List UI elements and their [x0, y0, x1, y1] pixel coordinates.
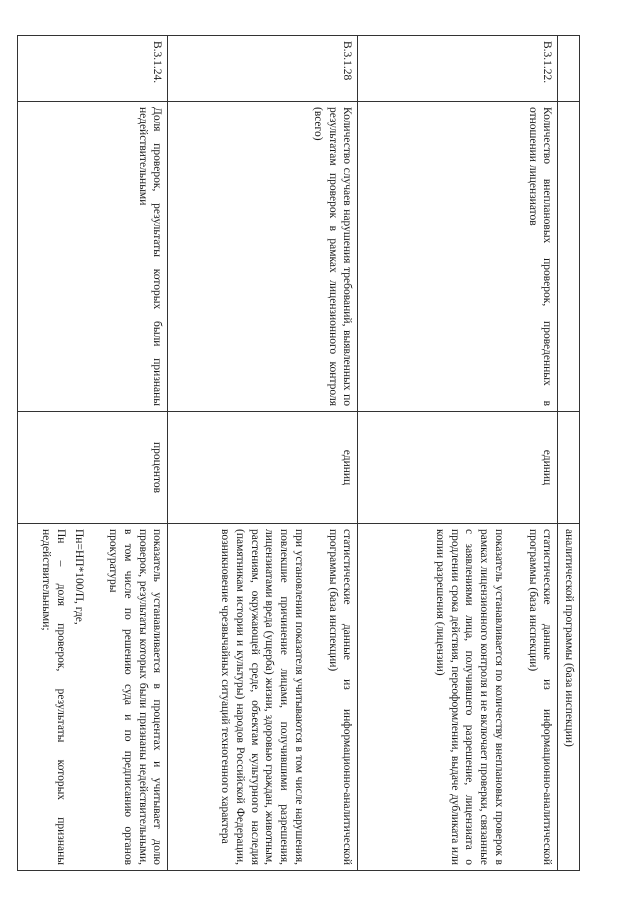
table-row	[168, 36, 358, 871]
table-row	[18, 36, 168, 871]
method-text: показатель устанавливается в процентах и учитывает долю проверок, результаты которых были признаны недействительными, в том числе по решению суда и по предписанию органов прокуратуры	[107, 529, 164, 865]
rotated-page-content	[20, 35, 580, 870]
empty-cell	[558, 102, 580, 412]
method-text: при установлении показателя учитываются в том числе нарушения, повлекшие причинение лицами, получившими разрешения, лицензиатами вреда (ущерба) жизни, здоровью граждан, животным, растениям, окружающей среде, объектам культурного наследия (памятникам истории и культуры) народов Российской Федерации, возникновение чрезвычайных ситуаций техногенного характера	[219, 529, 305, 865]
row-code: В.3.1.24.	[18, 36, 168, 102]
formula-text: Пн=НП*100/П, где,	[73, 529, 86, 625]
row-code: В.3.1.22.	[358, 36, 558, 102]
row-units: единиц	[168, 412, 358, 524]
row-indicator: Количество внеплановых проверок, проведенных в отношении лицензиатов	[358, 102, 558, 412]
empty-cell	[558, 36, 580, 102]
row-units: единиц	[358, 412, 558, 524]
method-text: показатель устанавливается по количеству внеплановых проверок в рамках лицензионного контроля и не включает проверки, связанные с заявлениями лица, получившего разрешение, лицензиата о продлении срока действия, переоформлении, выдаче дубликата или копии разрешения (лицензии)	[433, 529, 505, 865]
data-source-text: статистические данные из информационно-аналитической программы (база инспекции)	[526, 529, 554, 865]
table-row-continuation	[558, 36, 580, 871]
row-indicator: Количество случаев нарушения требований, выявленных по результатам проверок в рамках лицензионного контроля (всего)	[168, 102, 358, 412]
indicator-table	[17, 35, 580, 871]
row-units: процентов	[18, 412, 168, 524]
row-description	[358, 524, 558, 871]
continuation-text: аналитической программы (база инспекции)	[558, 524, 580, 871]
row-description	[168, 524, 358, 871]
data-source-text: статистические данные из информационно-аналитической программы (база инспекции)	[326, 529, 354, 865]
row-code: В.3.1.28	[168, 36, 358, 102]
row-indicator: Доля проверок, результаты которых были признаны недействительными	[18, 102, 168, 412]
row-description	[18, 524, 168, 871]
empty-cell	[558, 412, 580, 524]
table-row	[358, 36, 558, 871]
formula-description: Пн – доля проверок, результаты которых признаны недействительными;	[39, 529, 67, 865]
